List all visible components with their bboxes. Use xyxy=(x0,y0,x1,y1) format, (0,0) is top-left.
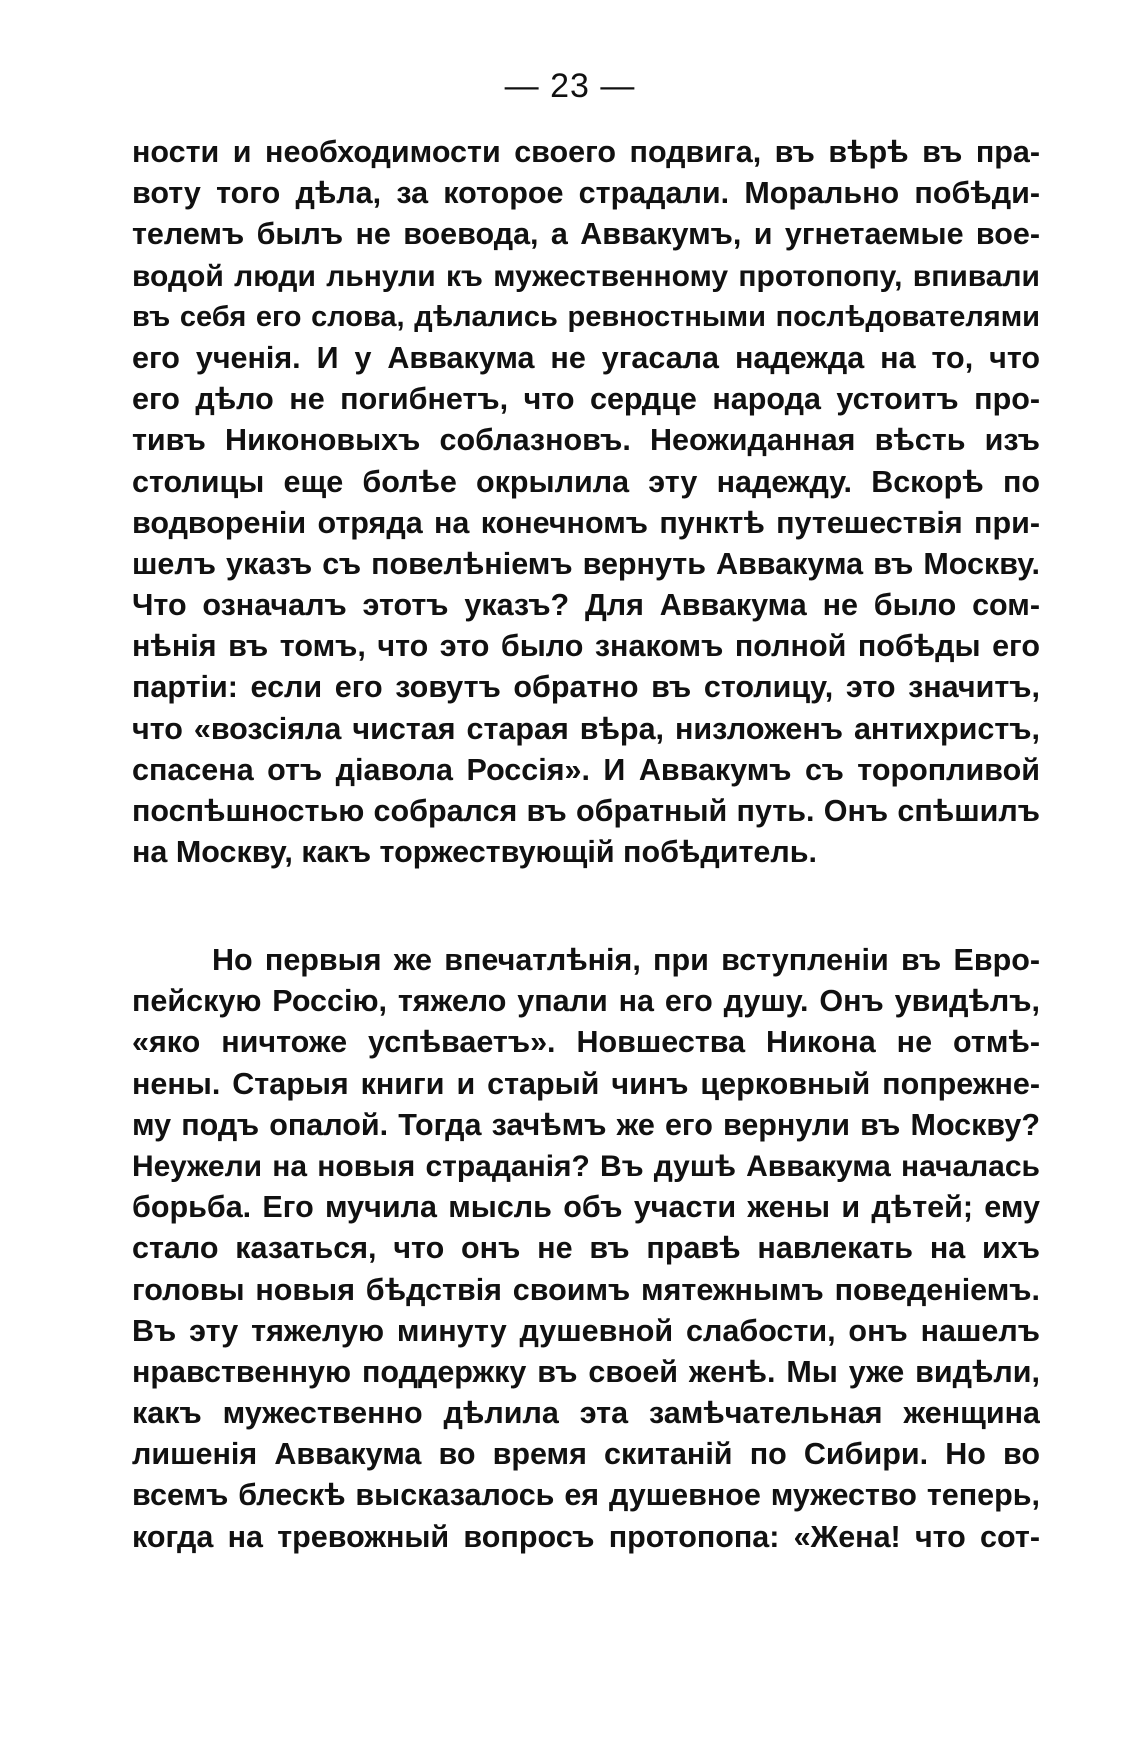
text-line: Неужели на новыя страданія? Въ душѣ Аввакума началась xyxy=(132,1149,1040,1183)
page-number: — 23 — xyxy=(504,67,636,105)
text-line: водой люди льнули къ мужественному протопопу, впивали xyxy=(132,259,1040,293)
text-line: Что означалъ этотъ указъ? Для Аввакума не было сом- xyxy=(132,588,1040,623)
text-line: его дѣло не погибнетъ, что сердце народа устоитъ про- xyxy=(132,382,1040,417)
text-line: шелъ указъ съ повелѣніемъ вернуть Аввакума въ Москву. xyxy=(132,546,1040,581)
text-line: нѣнія въ томъ, что это было знакомъ полной побѣды его xyxy=(132,629,1040,664)
paragraph-1 xyxy=(132,132,1040,873)
text-line: лишенія Аввакума во время скитаній по Сибири. Но во xyxy=(132,1437,1040,1472)
text-line: его ученія. И у Аввакума не угасала надежда на то, что xyxy=(132,340,1040,375)
text-line: въ себя его слова, дѣлались ревностными послѣдователями xyxy=(132,300,1040,333)
text-line: когда на тревожный вопросъ протопопа: «Жена! что сот- xyxy=(132,1519,1040,1554)
text-line: пейскую Россію, тяжело упали на его душу. Онъ увидѣлъ, xyxy=(132,984,1040,1019)
text-line: борьба. Его мучила мысль объ участи жены и дѣтей; ему xyxy=(132,1190,1040,1225)
text-line: телемъ былъ не воевода, а Аввакумъ, и угнетаемые вое- xyxy=(132,217,1040,252)
text-line: нравственную поддержку въ своей женѣ. Мы уже видѣли, xyxy=(132,1354,1040,1389)
text-line: стало казаться, что онъ не въ правѣ навлекать на ихъ xyxy=(132,1231,1040,1266)
text-line: на Москву, какъ торжествующій побѣдитель. xyxy=(132,835,817,870)
text-line: всемъ блескѣ высказалось ея душевное мужество теперь, xyxy=(132,1478,1040,1513)
text-line: тивъ Никоновыхъ соблазновъ. Неожиданная вѣсть изъ xyxy=(132,423,1040,458)
text-line: спасена отъ діавола Россія». И Аввакумъ съ торопливой xyxy=(132,752,1040,787)
text-line: столицы еще болѣе окрылила эту надежду. Вскорѣ по xyxy=(132,464,1040,499)
text-line: водвореніи отряда на конечномъ пунктѣ путешествія при- xyxy=(132,505,1040,540)
text-line: «яко ничтоже успѣваетъ». Новшества Никона не отмѣ- xyxy=(132,1025,1040,1060)
text-line: ности и необходимости своего подвига, въ вѣрѣ въ пра- xyxy=(132,135,1040,169)
text-line: Но первыя же впечатлѣнія, при вступленіи въ Евро- xyxy=(212,943,1040,977)
text-line: что «возсіяла чистая старая вѣра, низложенъ антихристъ, xyxy=(132,711,1040,746)
paragraph-2 xyxy=(132,940,1040,1558)
text-line: нены. Старыя книги и старый чинъ церковный попрежне- xyxy=(132,1066,1040,1101)
text-line: головы новыя бѣдствія своимъ мятежнымъ поведеніемъ. xyxy=(132,1272,1040,1307)
text-line: поспѣшностью собрался въ обратный путь. Онъ спѣшилъ xyxy=(132,794,1040,828)
text-line: му подъ опалой. Тогда зачѣмъ же его вернули въ Москву? xyxy=(132,1107,1040,1142)
text-line: какъ мужественно дѣлила эта замѣчательная женщина xyxy=(132,1396,1040,1431)
text-line: партіи: если его зовутъ обратно въ столицу, это значитъ, xyxy=(132,670,1040,705)
text-line: воту того дѣла, за которое страдали. Морально побѣди- xyxy=(132,176,1040,211)
text-line: Въ эту тяжелую минуту душевной слабости, онъ нашелъ xyxy=(132,1313,1040,1348)
